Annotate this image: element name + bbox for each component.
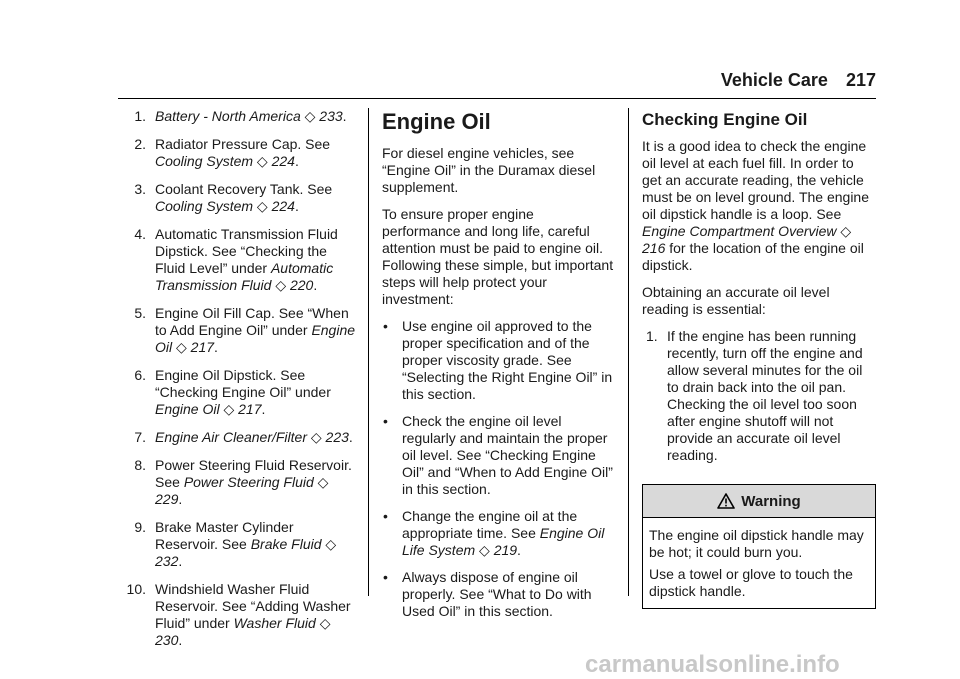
cross-reference[interactable]: Brake Fluid	[250, 536, 322, 552]
cross-reference[interactable]: Washer Fluid	[233, 615, 316, 631]
page-number: 217	[845, 70, 876, 90]
component-list-item	[118, 429, 358, 446]
page-ref-icon: ◇	[313, 474, 329, 490]
warning-line: The engine oil dipstick handle may be hot; it could burn you.	[649, 527, 864, 560]
item-number: 4.	[134, 226, 146, 242]
cross-reference[interactable]: 224	[271, 153, 295, 169]
checking-reading-paragraph: Obtaining an accurate oil level reading is essential:	[642, 284, 830, 317]
column-divider	[628, 108, 629, 596]
page-ref-icon: ◇	[172, 339, 191, 355]
checking-paragraph	[642, 138, 876, 274]
cross-reference[interactable]: 233	[319, 108, 343, 124]
text-run: Brake Master Cylinder Reservoir. See	[155, 519, 294, 552]
cross-reference[interactable]: 224	[271, 198, 295, 214]
page-ref-icon: ◇	[315, 615, 331, 631]
component-list-item	[118, 181, 358, 215]
cross-reference[interactable]: 223	[325, 429, 349, 445]
cross-reference[interactable]: 220	[289, 277, 314, 293]
engine-oil-bullet	[382, 318, 616, 403]
text-run: .	[348, 429, 353, 445]
checking-column	[642, 108, 876, 609]
page-ref-icon: ◇	[307, 429, 326, 445]
cross-reference[interactable]: Engine Compartment Overview	[642, 223, 837, 239]
text-run: Always dispose of engine oil properly. See “What to Do with Used Oil” in this section.	[402, 569, 592, 619]
component-list-item	[118, 457, 358, 508]
warning-line: Use a towel or glove to touch the dipstick handle.	[649, 566, 853, 599]
text-run: It is a good idea to check the engine oil level at each fuel fill. In order to get an accurate reading, the vehicle must be on level ground. The engine oil dipstick handle is a loop. See	[642, 138, 870, 222]
engine-oil-heading: Engine Oil	[382, 109, 491, 134]
checking-steps	[642, 328, 876, 464]
page-ref-icon: ◇	[475, 542, 494, 558]
component-list-item	[118, 226, 358, 294]
warning-title: Warning	[741, 492, 801, 510]
page-ref-icon: ◇	[321, 536, 337, 552]
text-run: .	[178, 632, 183, 648]
item-number: 7.	[134, 429, 146, 445]
component-list-item	[118, 581, 358, 649]
checking-engine-oil-heading: Checking Engine Oil	[642, 110, 808, 129]
text-run: .	[294, 153, 299, 169]
section-title: Vehicle Care	[720, 70, 828, 90]
bullet-icon: •	[383, 318, 388, 334]
text-run: .	[214, 339, 218, 355]
warning-body	[643, 518, 875, 608]
step-number: 1.	[646, 328, 658, 344]
engine-oil-body: To ensure proper engine performance and long life, careful attention must be paid to engine oil. Following these simple, but important steps will help protect your investment:	[382, 206, 614, 307]
cross-reference[interactable]: Cooling System	[155, 198, 254, 214]
page-ref-icon: ◇	[253, 153, 272, 169]
warning-header	[643, 485, 875, 518]
engine-oil-column	[382, 108, 616, 630]
page-ref-icon: ◇	[219, 401, 239, 417]
cross-reference[interactable]: 229	[155, 491, 179, 507]
component-list-item	[118, 136, 358, 170]
component-list-column	[118, 108, 358, 660]
component-list-item	[118, 367, 358, 418]
text-run: Engine Oil Dipstick. See “Checking Engine Oil” under	[155, 367, 331, 400]
text-run: .	[517, 542, 521, 558]
engine-oil-intro: For diesel engine vehicles, see “Engine Oil” in the Duramax diesel supplement.	[382, 145, 596, 195]
text-run: Windshield Washer Fluid Reservoir. See “Adding Washer Fluid” under	[155, 581, 351, 631]
engine-oil-bullet-list	[382, 318, 616, 620]
cross-reference[interactable]: 217	[238, 401, 262, 417]
warning-box	[642, 484, 876, 609]
cross-reference[interactable]: Cooling System	[155, 153, 254, 169]
item-number: 1.	[134, 108, 146, 124]
cross-reference[interactable]: 232	[155, 553, 179, 569]
cross-reference[interactable]: Battery - North America	[155, 108, 301, 124]
engine-oil-bullet	[382, 569, 616, 620]
item-number: 10.	[126, 581, 146, 597]
text-run: for the location of the engine oil dipstick.	[642, 240, 864, 273]
cross-reference[interactable]: Engine Oil Life System	[402, 525, 605, 558]
text-run: Use engine oil approved to the proper specification and of the proper viscosity grade. See “Selecting the Right Engine Oil” in this section.	[402, 318, 613, 402]
warning-triangle-icon	[717, 493, 735, 509]
item-number: 5.	[134, 305, 146, 321]
page-ref-icon: ◇	[300, 108, 320, 124]
component-list-item	[118, 108, 358, 125]
page-ref-icon: ◇	[271, 277, 290, 293]
cross-reference[interactable]: 216	[642, 240, 666, 256]
bullet-icon: •	[383, 569, 388, 585]
watermark: carmanualsonline.info	[585, 651, 840, 678]
text-run: Coolant Recovery Tank. See	[155, 181, 333, 197]
text-run: Radiator Pressure Cap. See	[155, 136, 331, 152]
cross-reference[interactable]: 230	[155, 632, 179, 648]
page-header	[700, 70, 876, 94]
column-divider	[368, 108, 369, 596]
bullet-icon: •	[383, 508, 388, 524]
item-number: 8.	[134, 457, 146, 473]
item-number: 2.	[134, 136, 146, 152]
header-rule	[118, 98, 876, 99]
page-ref-icon: ◇	[253, 198, 272, 214]
component-list-item	[118, 519, 358, 570]
cross-reference[interactable]: Engine Oil	[155, 401, 220, 417]
text-run: Change the engine oil at the appropriate time. See	[402, 508, 578, 541]
cross-reference[interactable]: Engine Oil	[155, 322, 356, 355]
text-run: .	[342, 108, 347, 124]
cross-reference[interactable]: 217	[190, 339, 215, 355]
checking-step	[642, 328, 876, 464]
component-list-item	[118, 305, 358, 356]
text-run: .	[261, 401, 266, 417]
item-number: 9.	[134, 519, 146, 535]
item-number: 6.	[134, 367, 146, 383]
page-ref-icon: ◇	[836, 223, 852, 239]
text-run: .	[178, 553, 183, 569]
cross-reference[interactable]: 219	[493, 542, 518, 558]
text-run: Engine Oil Fill Cap. See “When to Add Engine Oil” under	[155, 305, 349, 338]
engine-oil-bullet	[382, 413, 616, 498]
cross-reference[interactable]: Power Steering Fluid	[183, 474, 314, 490]
text-run: Check the engine oil level regularly and maintain the proper oil level. See “Checking Engine Oil” and “When to Add Engine Oil” in this section.	[402, 413, 613, 497]
text-run: .	[294, 198, 299, 214]
text-run: Power Steering Fluid Reservoir. See	[155, 457, 352, 490]
engine-oil-bullet	[382, 508, 616, 559]
text-run: .	[313, 277, 318, 293]
text-run: .	[178, 491, 183, 507]
component-list	[118, 108, 358, 649]
cross-reference[interactable]: Automatic Transmission Fluid	[155, 260, 334, 293]
step-text: If the engine has been running recently, turn off the engine and allow several minutes for the oil to drain back into the oil pan. Checking the oil level too soon after engine shutoff will not provide an accurate oil level reading.	[667, 328, 863, 463]
cross-reference[interactable]: Engine Air Cleaner/Filter	[155, 429, 307, 445]
text-run: Automatic Transmission Fluid Dipstick. See “Checking the Fluid Level” under	[155, 226, 338, 276]
bullet-icon: •	[383, 413, 388, 429]
item-number: 3.	[134, 181, 146, 197]
